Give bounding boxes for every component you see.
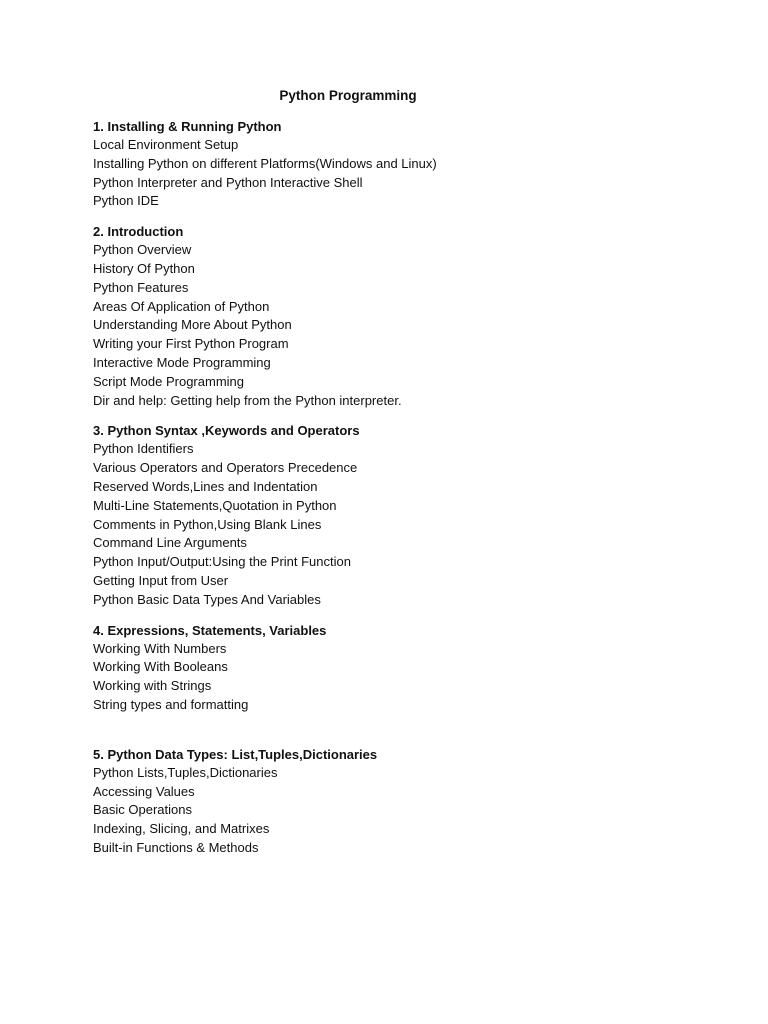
list-item: Command Line Arguments [93,535,247,551]
section-heading: 5. Python Data Types: List,Tuples,Dictionaries [93,746,378,762]
list-item: Installing Python on different Platforms(Windows and Linux) [93,155,437,171]
list-item: String types and formatting [93,696,249,712]
list-item: Working With Numbers [93,640,227,656]
section-heading: 4. Expressions, Statements, Variables [93,622,327,638]
section-expressions-statements [93,621,713,715]
section-heading: 3. Python Syntax ,Keywords and Operators [93,423,360,439]
list-item: Various Operators and Operators Precedence [93,460,358,476]
section-item-list [93,764,713,858]
list-item: Python Lists,Tuples,Dictionaries [93,764,278,780]
list-item: Reserved Words,Lines and Indentation [93,478,318,494]
list-item: Indexing, Slicing, and Matrixes [93,821,270,837]
list-item: Python IDE [93,193,159,209]
section-installing-running [93,117,713,211]
section-item-list [93,640,713,715]
section-item-list [93,136,713,211]
list-item: Local Environment Setup [93,137,239,152]
list-item: Accessing Values [93,783,195,799]
section-syntax-keywords-operators [93,421,713,609]
list-item: Understanding More About Python [93,317,292,333]
section-heading: 2. Introduction [93,224,184,240]
list-item: Python Input/Output:Using the Print Function [93,554,351,570]
list-item: Python Interpreter and Python Interactive Shell [93,174,363,190]
list-item: Python Basic Data Types And Variables [93,591,321,607]
list-item: Getting Input from User [93,572,229,588]
list-item: Comments in Python,Using Blank Lines [93,516,322,532]
section-item-list [93,440,713,609]
section-introduction [93,222,713,410]
list-item: Dir and help: Getting help from the Python interpreter. [93,392,402,408]
list-item: Interactive Mode Programming [93,354,271,370]
list-item: Writing your First Python Program [93,336,289,352]
list-item: Working with Strings [93,678,212,694]
list-item: Python Identifiers [93,441,194,457]
list-item: Working With Booleans [93,659,228,675]
list-item: Multi-Line Statements,Quotation in Python [93,497,337,513]
list-item: Built-in Functions & Methods [93,839,259,855]
list-item: History Of Python [93,260,195,276]
syllabus-sections [93,117,713,869]
list-item: Areas Of Application of Python [93,298,270,314]
list-item: Script Mode Programming [93,373,244,389]
list-item: Python Overview [93,242,192,258]
document-title: Python Programming [279,88,417,103]
section-data-types [93,745,713,858]
list-item: Python Features [93,279,189,295]
list-item: Basic Operations [93,802,192,818]
section-heading: 1. Installing & Running Python [93,119,282,134]
section-item-list [93,241,713,410]
